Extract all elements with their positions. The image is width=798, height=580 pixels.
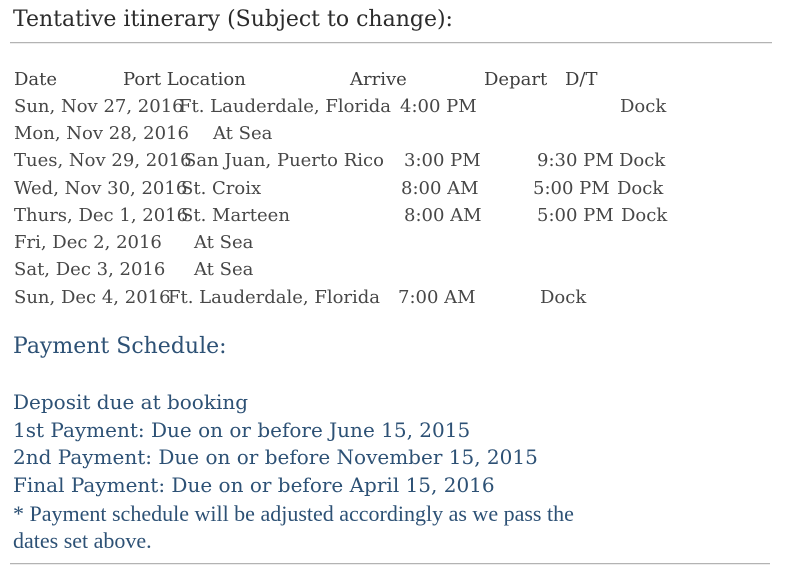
payment-line-deposit: Deposit due at booking bbox=[13, 390, 249, 414]
itinerary-header-date: Date bbox=[14, 69, 58, 90]
row-dt: Dock bbox=[620, 96, 667, 117]
row-date: Sun, Dec 4, 2016 bbox=[14, 287, 171, 308]
row-date: Tues, Nov 29, 2016 bbox=[14, 150, 192, 171]
row-date: Fri, Dec 2, 2016 bbox=[14, 232, 162, 253]
payment-line-second: 2nd Payment: Due on or before November 15, 2015 bbox=[13, 445, 538, 469]
row-dt: Dock bbox=[540, 287, 587, 308]
row-date: Mon, Nov 28, 2016 bbox=[14, 123, 189, 144]
itinerary-header-arrive: Arrive bbox=[350, 69, 407, 90]
itinerary-header-port: Port Location bbox=[123, 69, 246, 90]
row-arrive: 3:00 PM bbox=[404, 150, 481, 171]
row-depart: 5:00 PM bbox=[533, 178, 610, 199]
row-port: St. Marteen bbox=[181, 205, 290, 226]
payment-schedule-heading: Payment Schedule: bbox=[13, 334, 227, 359]
row-depart: 5:00 PM bbox=[537, 205, 614, 226]
row-date: Thurs, Dec 1, 2016 bbox=[14, 205, 189, 226]
row-port: At Sea bbox=[194, 259, 254, 280]
payment-note-line-1: * Payment schedule will be adjusted accordingly as we pass the bbox=[13, 501, 574, 526]
payment-line-first: 1st Payment: Due on or before June 15, 2015 bbox=[13, 418, 471, 442]
row-arrive: 8:00 AM bbox=[404, 205, 482, 226]
row-port: St. Croix bbox=[181, 178, 262, 199]
row-date: Wed, Nov 30, 2016 bbox=[14, 178, 188, 199]
itinerary-header-depart: Depart bbox=[484, 69, 548, 90]
row-arrive: 8:00 AM bbox=[401, 178, 479, 199]
payment-line-final: Final Payment: Due on or before April 15, 2016 bbox=[13, 473, 495, 497]
row-port: At Sea bbox=[194, 232, 254, 253]
page-title: Tentative itinerary (Subject to change): bbox=[13, 7, 453, 32]
row-depart: 9:30 PM bbox=[537, 150, 614, 171]
row-dt: Dock bbox=[619, 150, 666, 171]
row-arrive: 4:00 PM bbox=[400, 96, 477, 117]
row-port: Ft. Lauderdale, Florida bbox=[179, 96, 392, 117]
payment-note-line-2: dates set above. bbox=[13, 528, 152, 553]
row-port: At Sea bbox=[213, 123, 273, 144]
row-dt: Dock bbox=[621, 205, 668, 226]
row-dt: Dock bbox=[617, 178, 664, 199]
row-arrive: 7:00 AM bbox=[398, 287, 476, 308]
row-date: Sat, Dec 3, 2016 bbox=[14, 259, 166, 280]
bottom-divider bbox=[10, 563, 770, 565]
title-divider bbox=[10, 42, 772, 44]
itinerary-header-dt: D/T bbox=[565, 69, 598, 90]
row-port: San Juan, Puerto Rico bbox=[184, 150, 384, 171]
row-date: Sun, Nov 27, 2016 bbox=[14, 96, 184, 117]
row-port: Ft. Lauderdale, Florida bbox=[168, 287, 381, 308]
